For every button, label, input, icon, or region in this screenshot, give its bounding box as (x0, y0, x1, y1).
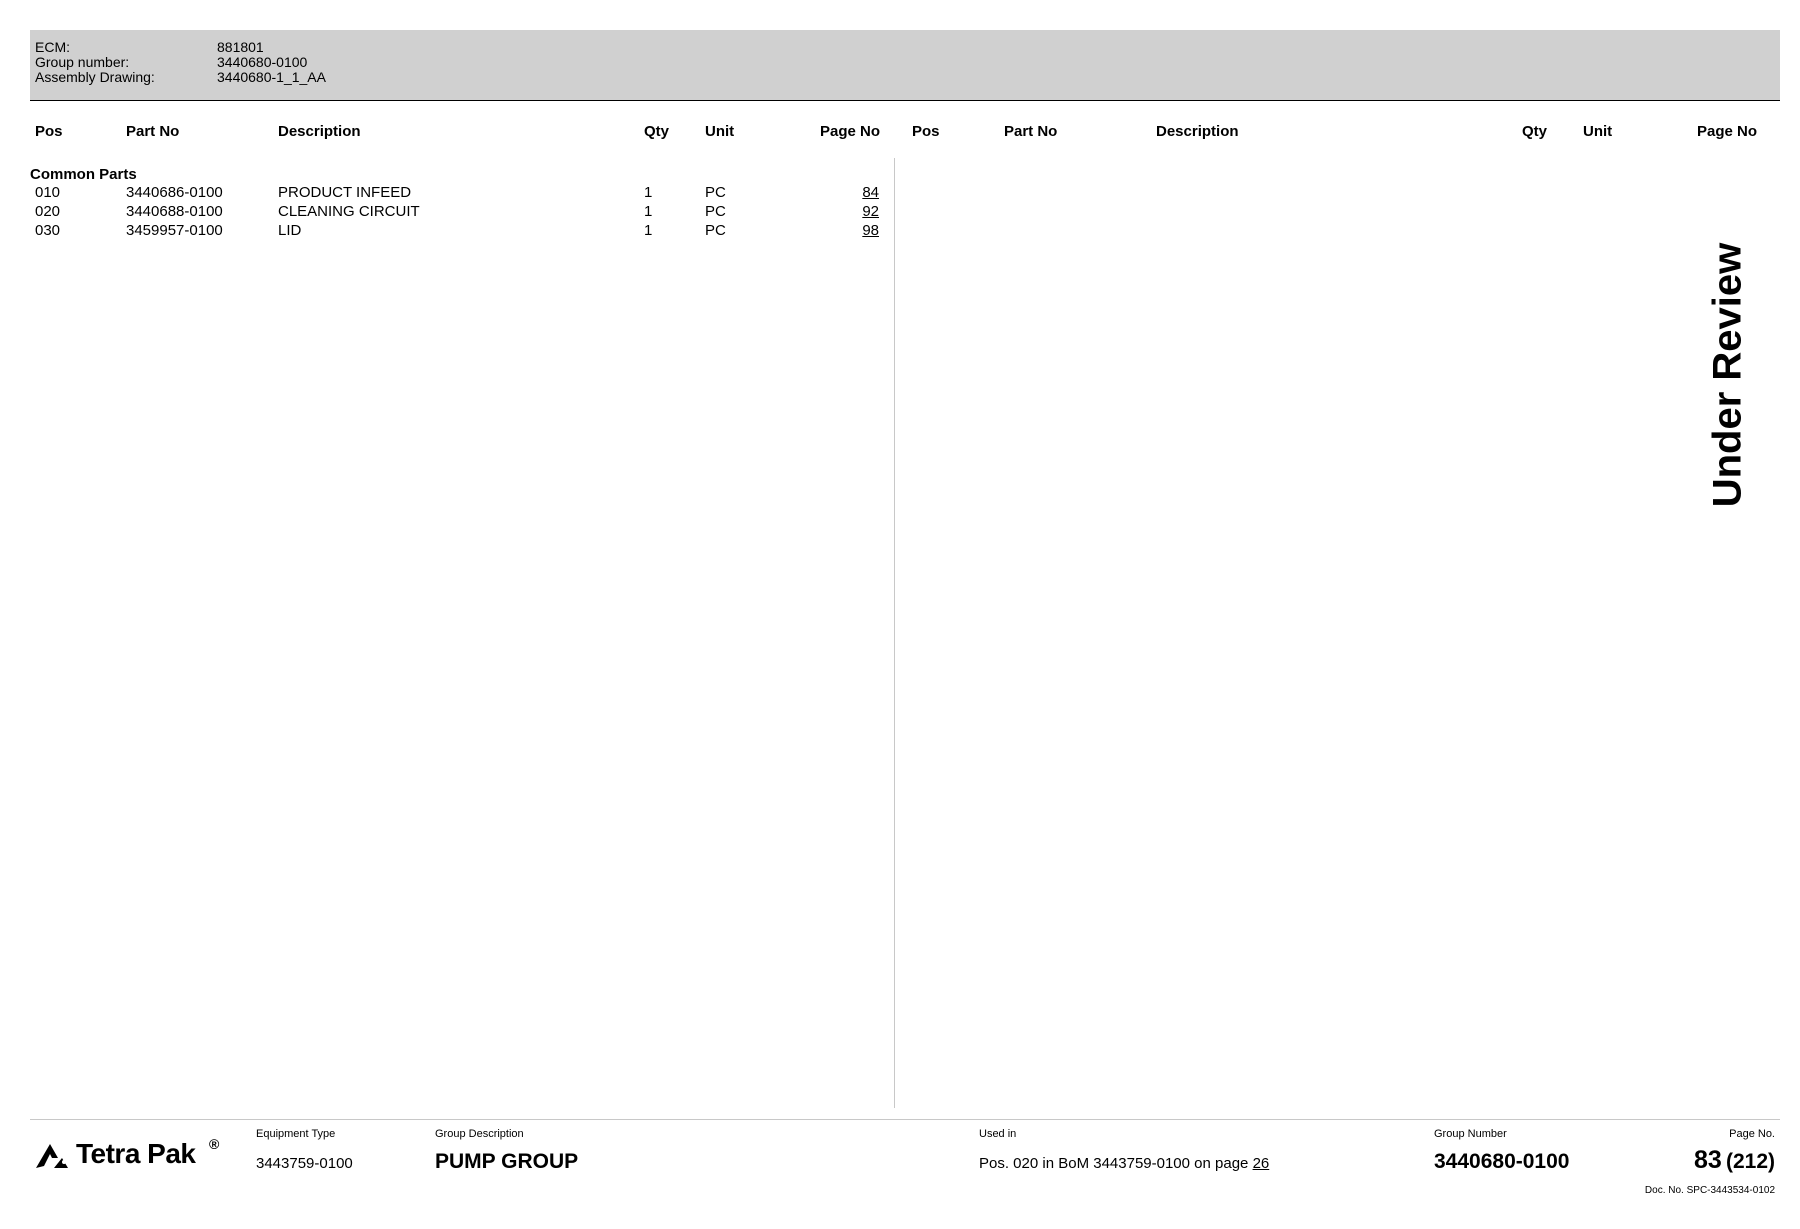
col-pos-right: Pos (912, 123, 940, 140)
row-description: CLEANING CIRCUIT (278, 203, 420, 220)
group-number-label: Group number: (35, 54, 130, 70)
tetra-pak-logo-icon (34, 1140, 72, 1170)
used-in-value (979, 1155, 1269, 1172)
column-divider (894, 158, 895, 1108)
equipment-type-label: Equipment Type (256, 1128, 336, 1140)
ecm-label: ECM: (35, 39, 70, 55)
col-unit: Unit (705, 123, 735, 140)
logo-text: Tetra Pak (76, 1138, 196, 1169)
row-pos: 030 (35, 222, 61, 239)
col-description-right: Description (1156, 123, 1239, 140)
equipment-type-value: 3443759-0100 (256, 1155, 353, 1172)
row-qty: 1 (644, 184, 653, 201)
col-page-no-right: Page No (1696, 123, 1757, 140)
row-unit: PC (705, 222, 726, 239)
group-description-value: PUMP GROUP (435, 1150, 579, 1173)
group-description-label: Group Description (435, 1128, 524, 1140)
row-part-no: 3440686-0100 (126, 184, 223, 201)
col-description: Description (278, 123, 361, 140)
tetra-pak-logo (34, 1136, 224, 1174)
col-part-no: Part No (126, 123, 180, 140)
row-pos: 020 (35, 203, 61, 220)
group-number-footer-label: Group Number (1434, 1128, 1507, 1140)
row-page-link[interactable]: 98 (862, 222, 879, 239)
col-qty-right: Qty (1522, 123, 1548, 140)
row-description: LID (278, 222, 302, 239)
row-part-no: 3459957-0100 (126, 222, 223, 239)
used-in-label: Used in (979, 1128, 1017, 1140)
logo-registered: ® (209, 1136, 220, 1152)
col-qty: Qty (644, 123, 670, 140)
used-in-text: Pos. 020 in BoM 3443759-0100 on page (979, 1155, 1249, 1172)
col-page-no: Page No (819, 123, 880, 140)
row-qty: 1 (644, 203, 653, 220)
page-number: 83 (1693, 1146, 1722, 1174)
row-part-no: 3440688-0100 (126, 203, 223, 220)
col-unit-right: Unit (1583, 123, 1613, 140)
assembly-drawing-label: Assembly Drawing: (35, 69, 155, 85)
page-no-label: Page No. (1729, 1128, 1775, 1140)
row-unit: PC (705, 203, 726, 220)
row-qty: 1 (644, 222, 653, 239)
col-part-no-right: Part No (1004, 123, 1058, 140)
used-in-page-link[interactable]: 26 (1252, 1155, 1270, 1172)
group-number-footer-value: 3440680-0100 (1434, 1150, 1570, 1173)
row-description: PRODUCT INFEED (278, 184, 412, 201)
assembly-drawing-value: 3440680-1_1_AA (217, 69, 326, 85)
header-band (30, 30, 1780, 101)
ecm-value: 881801 (217, 39, 264, 55)
row-pos: 010 (35, 184, 61, 201)
under-review-watermark: Under Review (1705, 242, 1750, 508)
group-number-value: 3440680-0100 (217, 54, 308, 70)
footer-divider (30, 1119, 1780, 1120)
row-page-link[interactable]: 84 (862, 184, 879, 201)
section-title: Common Parts (30, 166, 137, 183)
row-unit: PC (705, 184, 726, 201)
page-no-value (1640, 1146, 1775, 1175)
doc-number: Doc. No. SPC-3443534-0102 (1644, 1185, 1775, 1196)
col-pos: Pos (35, 123, 63, 140)
page-total: (212) (1725, 1150, 1775, 1173)
row-page-link[interactable]: 92 (862, 203, 879, 220)
